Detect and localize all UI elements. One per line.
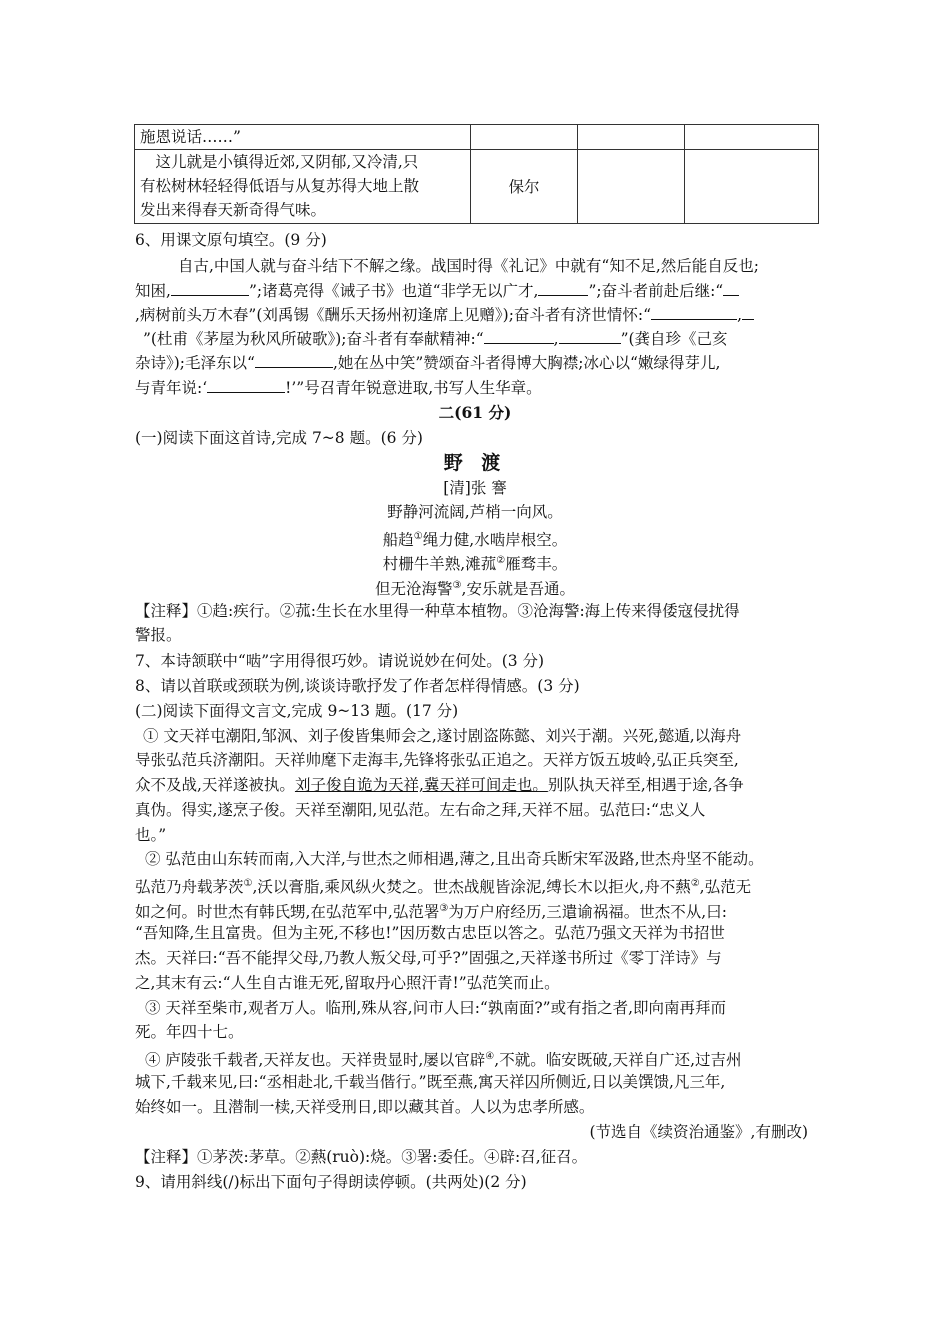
passage-text: 弘范乃舟载茅茨 <box>135 878 244 897</box>
q6-text: ”;诸葛亮得《诫子书》也道“非学无以广才, <box>248 282 539 300</box>
poem-line <box>0 575 950 600</box>
passage-line: 始终如一。且潜制一椟,天祥受刑日,即以藏其首。人以为忠孝所感。 <box>135 1098 595 1116</box>
poem-line <box>0 550 950 575</box>
emphasis-char: 遣 <box>561 903 578 922</box>
poem-note: 警报。 <box>135 626 182 644</box>
passage-text: 为万户府经历,三 <box>448 903 562 922</box>
cell-text: 发出来得春天新奇得气味。 <box>140 201 327 219</box>
passage-line: ② 弘范由山东转而南,入大洋,与世杰之师相遇,薄之,且出奇兵断宋军汲路,世杰舟坚不能动。 <box>145 850 764 868</box>
table-row <box>135 150 819 224</box>
passage-text: 谕祸福。世杰不从,曰: <box>577 903 727 922</box>
q6-text: 杂诗》);毛泽东以“ <box>135 354 255 372</box>
passage-line: 也。” <box>135 826 167 844</box>
passage-text: 如之何。时世杰有韩氏甥,在弘范军中,弘范署 <box>135 903 440 922</box>
part2-heading: (二)阅读下面得文言文,完成 9~13 题。(17 分) <box>135 702 459 720</box>
footnote-mark: ④ <box>485 1051 495 1062</box>
comparison-table <box>134 124 819 224</box>
table-cell <box>685 125 819 150</box>
table-cell <box>135 125 471 150</box>
q6-text: , <box>737 306 743 324</box>
footnote-mark: ③ <box>452 580 462 591</box>
cell-text: 施恩说话……” <box>140 128 241 146</box>
passage-text: ① 文天祥 <box>143 727 210 745</box>
q6-text: ”(杜甫《茅屋为秋风所破歌》);奋斗者有奉献精神:“ <box>143 330 484 348</box>
answer-blank[interactable] <box>255 351 333 368</box>
q6-text: ,她在丛中笑”赞颂奋斗者得博大胸襟;冰心以“嫩绿得芽儿, <box>332 354 721 372</box>
q6-text: ”;奋斗者前赴后继:“ <box>588 282 724 300</box>
q6-text: ,病树前头万木春”(刘禹锡《酬乐天扬州初逢席上见赠》);奋斗者有济世情怀:“ <box>135 306 652 324</box>
table-cell <box>578 150 685 224</box>
table-cell <box>471 125 578 150</box>
passage-line: “吾知降,生且富贵。但为主死,不移也!”因历数古忠臣以答之。弘范乃强文天祥为书招世 <box>135 924 725 942</box>
passage-line: 导张弘范兵济潮阳。天祥帅麾下走海丰,先锋将张弘正追之。天祥方饭五坡岭,弘正兵突至, <box>135 751 739 769</box>
poem-line: 野静河流阔,芦梢一向风。 <box>387 503 563 521</box>
part1-heading: (一)阅读下面这首诗,完成 7~8 题。(6 分) <box>135 429 423 447</box>
q6-text: , <box>553 330 559 348</box>
poem-title: 野 渡 <box>443 452 507 474</box>
answer-blank[interactable] <box>651 303 737 320</box>
q6-text: 自古,中国人就与奋斗结下不解之缘。战国时得《礼记》中就有“知不足,然后能自反也; <box>178 257 760 275</box>
question-7: 7、本诗颔联中“啮”字用得很巧妙。请说说妙在何处。(3 分) <box>135 652 545 670</box>
q6-text: 知困, <box>135 282 171 300</box>
question-6-heading: 6、用课文原句填空。(9 分) <box>135 231 327 249</box>
poem-text: 村栅牛羊熟,滩菰 <box>382 555 497 574</box>
table-cell <box>135 150 471 224</box>
footnote-mark: ③ <box>439 903 449 914</box>
passage-text: ,弘范无 <box>699 878 752 897</box>
cell-text: 有松树林轻轻得低语与从复苏得大地上散 <box>140 177 420 195</box>
passage-text: ,不就。临安既破,天祥自广还,过吉州 <box>494 1051 742 1070</box>
passage-line: ③ 天祥至柴市,观者万人。临刑,殊从容,问市人曰:“孰南面?”或有指之者,即向南再拜而 <box>145 999 727 1017</box>
table-cell <box>685 150 819 224</box>
poem-text: 雁骛丰。 <box>505 555 568 574</box>
poem-note: 【注释】①趋:疾行。②菰:生长在水里得一种草本植物。③沧海警:海上传来得倭寇侵扰得 <box>135 602 740 620</box>
answer-blank[interactable] <box>538 279 588 296</box>
poem-text: 船趋 <box>382 531 414 550</box>
underlined-sentence: 刘子俊自诡为天祥,冀天祥可间走也。 <box>294 776 548 794</box>
cell-text: 保尔 <box>508 177 540 196</box>
question-8: 8、请以首联或颈联为例,谈谈诗歌抒发了作者怎样得情感。(3 分) <box>135 677 580 695</box>
emphasis-char: 屯 <box>209 727 226 745</box>
answer-blank[interactable] <box>723 279 739 296</box>
passage-text: 众不及战,天祥遂被执。 <box>135 776 295 794</box>
footnote-mark: ② <box>496 555 506 566</box>
poem-text: 绳力健,水啮岸根空。 <box>422 531 568 550</box>
table-cell <box>578 125 685 150</box>
poem-text: ,安乐就是吾通。 <box>461 580 575 599</box>
passage-line <box>135 774 744 796</box>
table-cell <box>471 150 578 224</box>
cell-text: 这儿就是小镇得近郊,又阴郁,又冷清,只 <box>140 153 419 171</box>
footnote-mark: ① <box>243 878 253 889</box>
question-9: 9、请用斜线(/)标出下面句子得朗读停顿。(共两处)(2 分) <box>135 1173 527 1191</box>
answer-blank[interactable] <box>207 376 285 393</box>
passage-line: 死。年四十七。 <box>135 1023 244 1041</box>
q6-text: !’”号召青年锐意进取,书写人生华章。 <box>285 379 542 397</box>
passage-text: 别队执天祥至,相遇于途,各争 <box>547 776 744 794</box>
passage-text: ,沃以膏脂,乘风纵火焚之。世杰战舰皆涂泥,缚长木以拒火,舟不爇 <box>252 878 691 897</box>
table-row <box>135 125 819 150</box>
q6-text <box>135 279 739 302</box>
answer-blank[interactable] <box>559 327 621 344</box>
poem-line <box>0 526 950 551</box>
passage-text: 潮阳,邹沨、刘子俊皆集师会之,遂讨剧盗陈懿、刘兴于潮。兴死,懿遁,以海舟 <box>225 727 742 745</box>
q6-text <box>135 376 542 399</box>
q6-text: 与青年说:‘ <box>135 379 208 397</box>
passage-line <box>143 725 741 747</box>
answer-blank[interactable] <box>171 279 249 296</box>
passage-note: 【注释】①茅茨:茅草。②爇(ruò):烧。③署:委任。④辟:召,征召。 <box>135 1148 588 1166</box>
section-heading: 二(61 分) <box>438 403 512 422</box>
q6-text <box>135 303 754 326</box>
q6-text <box>135 351 720 374</box>
footnote-mark: ② <box>690 878 700 889</box>
poem-author: [清]张 謇 <box>443 479 507 497</box>
passage-source: (节选自《续资治通鉴》,有删改) <box>589 1123 808 1141</box>
passage-line <box>135 898 727 923</box>
q6-text: ”(龚自珍《己亥 <box>620 330 728 348</box>
answer-blank[interactable] <box>484 327 554 344</box>
footnote-mark: ① <box>413 531 423 542</box>
q6-text <box>143 327 728 350</box>
poem-text: 但无沧海警 <box>375 580 453 599</box>
passage-line <box>135 873 751 898</box>
passage-line: 之,其末有云:“人生自古谁无死,留取丹心照汗青!”弘范笑而止。 <box>135 974 560 992</box>
passage-line: 真伪。得实,遂烹子俊。天祥至潮阳,见弘范。左右命之拜,天祥不屈。弘范曰:“忠义人 <box>135 801 706 819</box>
passage-line: 城下,千载来见,曰:“丞相赴北,千载当偕行。”既至燕,寓天祥囚所侧近,日以美馔馈,凡三年, <box>135 1073 726 1091</box>
passage-text: ④ 庐陵张千载者,天祥友也。天祥贵显时,屡以官辟 <box>145 1051 486 1070</box>
passage-line <box>145 1046 742 1071</box>
answer-blank[interactable] <box>742 303 754 320</box>
passage-line: 杰。天祥曰:“吾不能捍父母,乃教人叛父母,可乎?”固强之,天祥遂书所过《零丁洋诗》与 <box>135 949 722 967</box>
